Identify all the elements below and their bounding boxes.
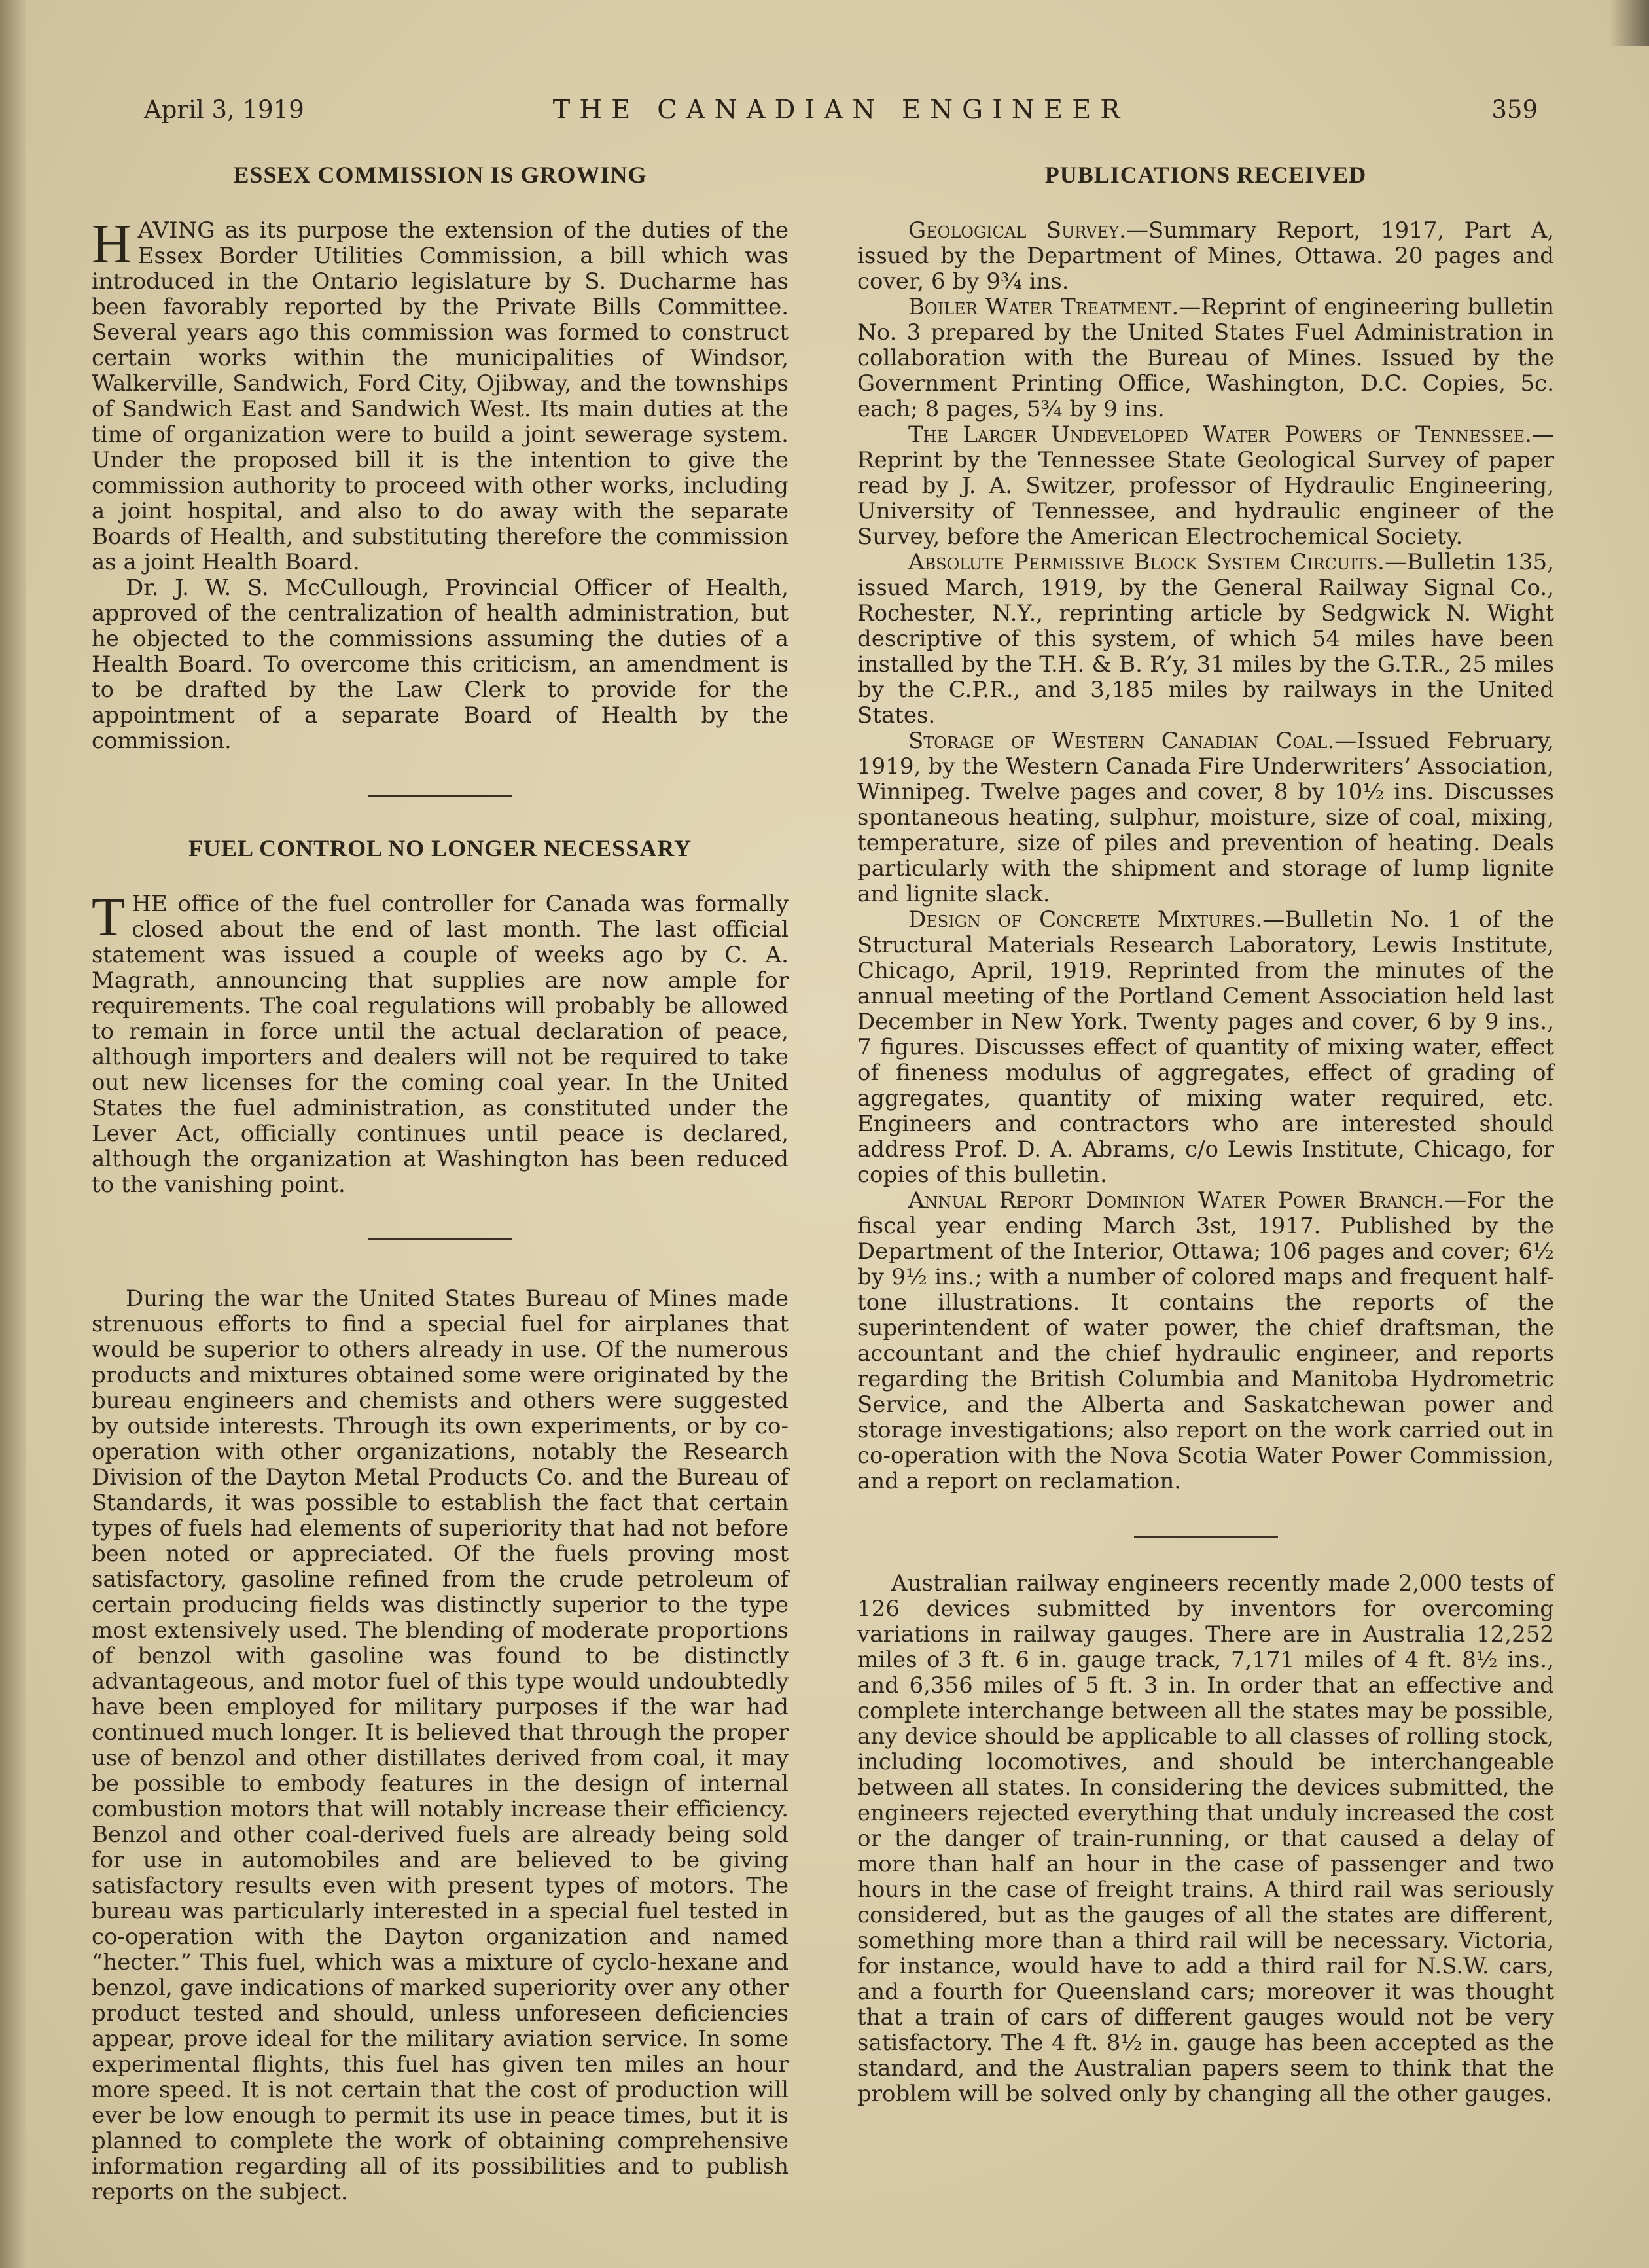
publication-item: Annual Report Dominion Water Power Branch.—For the fiscal year ending March 3st, 1917. Published by the Department of the Interior, Ottawa; 106 pages and cover; 6½ by 9½ ins.; with a number of colored maps and frequent half-tone illustrations. It contains the reports of the superintendent of water power, the chief draftsman, the accountant and the chief hydraulic engineer, and reports regarding the British Columbia and Manitoba Hydrometric Service, and the Alberta and Saskatchewan power and storage investigations; also report on the work carried out in co-operation with the Nova Scotia Water Power Commission, and a report on reclamation. xyxy=(857,1187,1554,1494)
essex-paragraph-1: HAVING as its purpose the extension of the duties of the Essex Border Utilities Commission, a bill which was introduced in the Ontario legislature by S. Ducharme has been favorably reported by the Private Bills Committee. Several years ago this commission was formed to construct certain works within the municipalities of Windsor, Walkerville, Sandwich, Ford City, Ojibway, and the townships of Sandwich East and Sandwich West. Its main duties at the time of organization were to build a joint sewerage system. Under the proposed bill it is the intention to give the commission authority to proceed with other works, including a joint hospital, and also to do away with the separate Boards of Health, and substituting therefore the commission as a joint Health Board. xyxy=(92,213,789,575)
binding-shadow xyxy=(0,0,26,2268)
publication-item: Boiler Water Treatment.—Reprint of engineering bulletin No. 3 prepared by the United States Fuel Administration in collaboration with the Bureau of Mines. Issued by the Government Printing Office, Washington, D.C. Copies, 5c. each; 8 pages, 5¾ by 9 ins. xyxy=(857,294,1554,422)
publication-item: Storage of Western Canadian Coal.—Issued February, 1919, by the Western Canada Fire Underwriters’ Association, Winnipeg. Twelve pages and cover, 8 by 10½ ins. Discusses spontaneous heating, sulphur, moisture, size of coal, mixing, temperature, size of piles and prevention of heating. Deals particularly with the shipment and storage of lump lignite and lignite slack. xyxy=(857,728,1554,907)
essex-paragraph-2: Dr. J. W. S. McCullough, Provincial Officer of Health, approved of the centralization of health administration, but he objected to the commissions assuming the duties of a Health Board. To overcome this criticism, an amendment is to be drafted by the Law Clerk to provide for the appointment of a separate Board of Health by the commission. xyxy=(92,575,789,754)
drop-cap: H xyxy=(92,213,132,274)
publications-title: PUBLICATIONS RECEIVED xyxy=(1044,162,1367,188)
issue-date: April 3, 1919 xyxy=(144,96,304,124)
aviation-fuel-paragraph: During the war the United States Bureau of Mines made strenuous efforts to find a special fuel for airplanes that would be superior to others already in use. Of the numerous products and mixtures obtained some were originated by the bureau engineers and chemists and others were suggested by outside interests. Through its own experiments, or by co-operation with other organizations, notably the Research Division of the Dayton Metal Products Co. and the Bureau of Standards, it was possible to establish the fact that certain types of fuels had elements of superiority that had not before been noted or appreciated. Of the fuels proving most satisfactory, gasoline refined from the crude petroleum of certain producing fields was distinctly superior to the type most extensively used. The blending of moderate proportions of benzol with gasoline was found to be distinctly advantageous, and motor fuel of this type would undoubtedly have been employed for military purposes if the war had continued much longer. It is believed that through the proper use of benzol and other distillates derived from coal, it may be possible to embody features in the design of internal combustion motors that will notably increase their efficiency. Benzol and other coal-derived fuels are already being sold for use in automobiles and are believed to be giving satisfactory results even with present types of motors. The bureau was particularly interested in a special fuel tested in co-operation with the Dayton organization and named “hecter.” This fuel, which was a mixture of cyclo-hexane and benzol, gave indications of marked superiority over any other product tested and should, unless unforeseen deficiencies appear, prove ideal for the military aviation service. In some experimental flights, this fuel has given ten miles an hour more speed. It is not certain that the cost of production will ever be low enough to permit its use in peace times, but it is planned to complete the work of obtaining comprehensive information regarding all of its possibilities and to publish reports on the subject. xyxy=(92,1286,789,2205)
essex-article-title: ESSEX COMMISSION IS GROWING xyxy=(233,162,647,188)
aviation-fuel-article xyxy=(92,1286,789,2205)
page-corner-shadow xyxy=(1610,0,1649,46)
publication-item: Geological Survey.—Summary Report, 1917, Part A, issued by the Department of Mines, Ottawa. 20 pages and cover, 6 by 9¾ ins. xyxy=(857,217,1554,295)
australian-gauges-article xyxy=(857,1571,1554,2107)
right-column xyxy=(857,162,1554,2107)
australian-gauges-paragraph: Australian railway engineers recently made 2,000 tests of 126 devices submitted by inventors for overcoming variations in railway gauges. There are in Australia 12,252 miles of 3 ft. 6 in. gauge track, 7,171 miles of 4 ft. 8½ ins., and 6,356 miles of 5 ft. 3 in. In order that an effective and complete interchange between all the states may be possible, any device should be applicable to all classes of rolling stock, including locomotives, and should be interchangeable between all states. In considering the devices submitted, the engineers rejected everything that unduly increased the cost or the danger of train-running, or that caused a delay of more than half an hour in the case of passenger and two hours in the case of freight trains. A third rail was seriously considered, but as the gauges of all the states are different, something more than a third rail will be necessary. Victoria, for instance, would have to add a third rail for N.S.W. cars, and a fourth for Queensland cars; moreover it was thought that a train of cars of different gauges would not be very satisfactory. The 4 ft. 8½ in. gauge has been accepted as the standard, and the Australian papers seem to think that the problem will be solved only by changing all the other gauges. xyxy=(857,1570,1554,2107)
fuel-control-title: FUEL CONTROL NO LONGER NECESSARY xyxy=(188,835,692,861)
publications-section xyxy=(857,162,1554,1494)
drop-cap: T xyxy=(92,887,126,948)
publication-item: Design of Concrete Mixtures.—Bulletin No. 1 of the Structural Materials Research Laboratory, Lewis Institute, Chicago, April, 1919. Reprinted from the minutes of the annual meeting of the Portland Cement Association held last December in New York. Twenty pages and cover, 6 by 9 ins., 7 figures. Discusses effect of quantity of mixing water, effect of fineness modulus of aggregates, effect of grading of aggregates, quantity of mixing water required, etc. Engineers and contractors who are interested should address Prof. D. A. Abrams, c/o Lewis Institute, Chicago, for copies of this bulletin. xyxy=(857,907,1555,1188)
fuel-control-article xyxy=(92,836,789,1198)
fuel-control-paragraph: THE office of the fuel controller for Canada was formally closed about the end of last month. The last official statement was issued a couple of weeks ago by C. A. Magrath, announcing that supplies are now ample for requirements. The coal regulations will probably be allowed to remain in force until the actual declaration of peace, although importers and dealers will not be required to take out new licenses for the coming coal year. In the United States the fuel administration, as constituted under the Lever Act, officially continues until peace is declared, although the organization at Washington has been reduced to the vanishing point. xyxy=(92,887,789,1198)
publication-item: Absolute Permissive Block System Circuits.—Bulletin 135, issued March, 1919, by the General Railway Signal Co., Rochester, N.Y., reprinting article by Sedgwick N. Wight descriptive of this system, of which 54 miles have been installed by the T.H. & B. R’y, 31 miles by the G.T.R., 25 miles by the C.P.R., and 3,185 miles by railways in the United States. xyxy=(857,549,1555,729)
journal-title: THE CANADIAN ENGINEER xyxy=(552,95,1129,125)
running-header xyxy=(137,90,1544,130)
page-number: 359 xyxy=(1491,96,1538,124)
essex-article xyxy=(92,162,789,754)
publication-item: The Larger Undeveloped Water Powers of Tennessee.—Reprint by the Tennessee State Geological Survey of paper read by J. A. Switzer, professor of Hydraulic Engineering, University of Tennessee, and hydraulic engineer of the Survey, before the American Electrochemical Society. xyxy=(857,422,1554,550)
left-column xyxy=(92,162,789,2205)
